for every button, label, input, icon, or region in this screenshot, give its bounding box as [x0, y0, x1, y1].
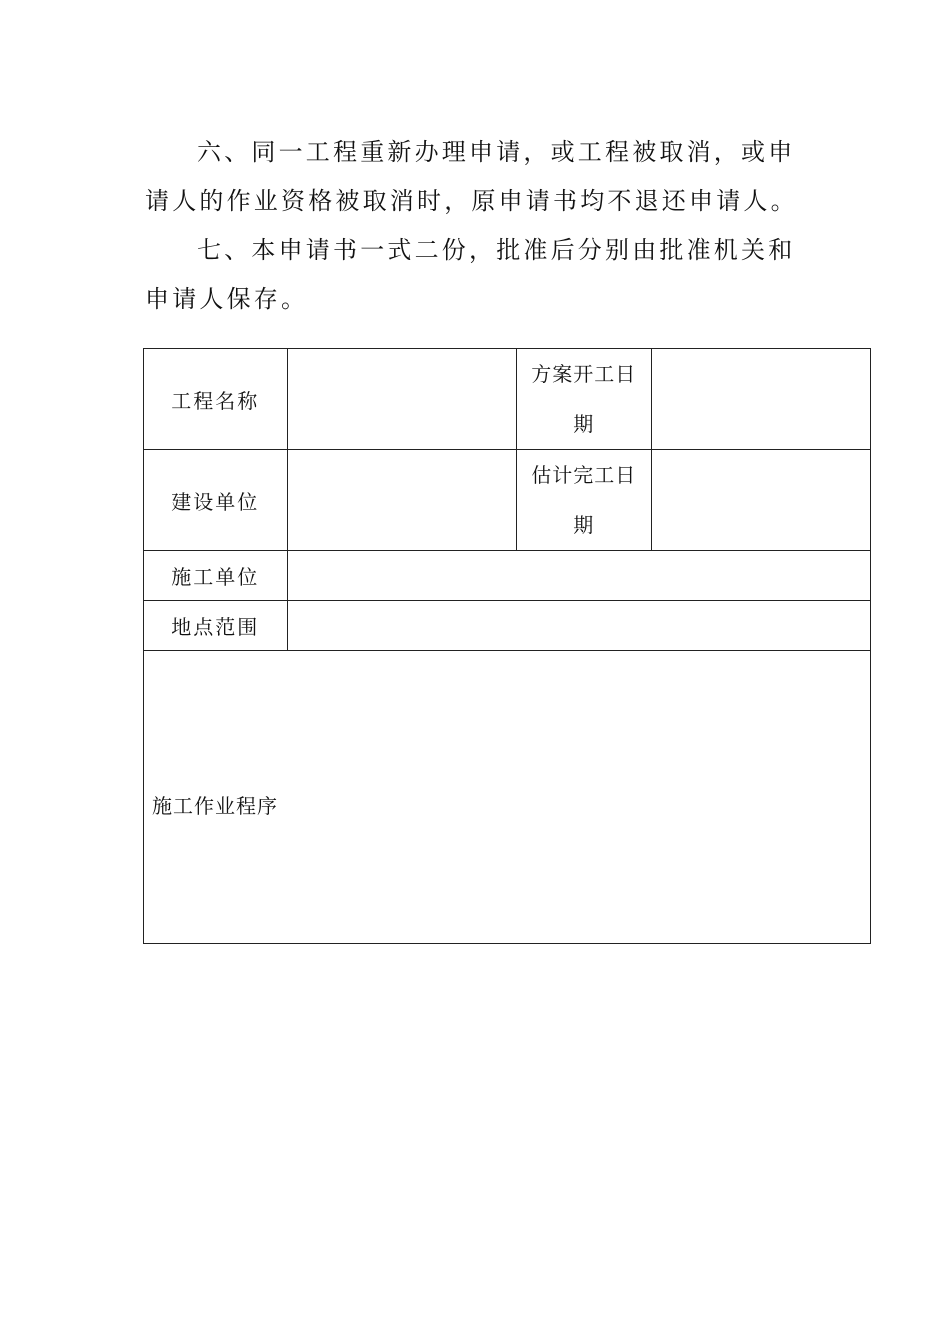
table-row	[144, 450, 871, 551]
builder-field[interactable]	[287, 450, 516, 551]
procedure-field[interactable]	[144, 651, 871, 944]
estimated-completion-date-field[interactable]	[652, 450, 871, 551]
paragraph-item-six: 六、同一工程重新办理申请，或工程被取消，或申请人的作业资格被取消时，原申请书均不退还申请人。	[145, 138, 798, 215]
project-name-label: 工程名称	[144, 349, 288, 450]
est-completion-label-line1: 估计完工日	[531, 463, 637, 487]
project-name-field[interactable]	[287, 349, 516, 450]
table-row	[144, 349, 871, 450]
planned-start-date-label	[516, 349, 652, 450]
contractor-field[interactable]	[287, 551, 870, 601]
location-field[interactable]	[287, 601, 870, 651]
location-label: 地点范围	[144, 601, 288, 651]
application-form-table	[143, 348, 871, 944]
paragraph-item-seven: 七、本申请书一式二份，批准后分别由批准机关和申请人保存。	[145, 236, 796, 313]
planned-start-label-line2: 期	[573, 412, 595, 436]
contractor-label: 施工单位	[144, 551, 288, 601]
procedure-label: 施工作业程序	[152, 793, 278, 818]
table-row	[144, 601, 871, 651]
builder-label: 建设单位	[144, 450, 288, 551]
estimated-completion-date-label	[516, 450, 652, 551]
table-row	[144, 651, 871, 944]
planned-start-date-field[interactable]	[652, 349, 871, 450]
est-completion-label-line2: 期	[573, 513, 595, 537]
table-row	[144, 551, 871, 601]
planned-start-label-line1: 方案开工日	[531, 362, 637, 386]
